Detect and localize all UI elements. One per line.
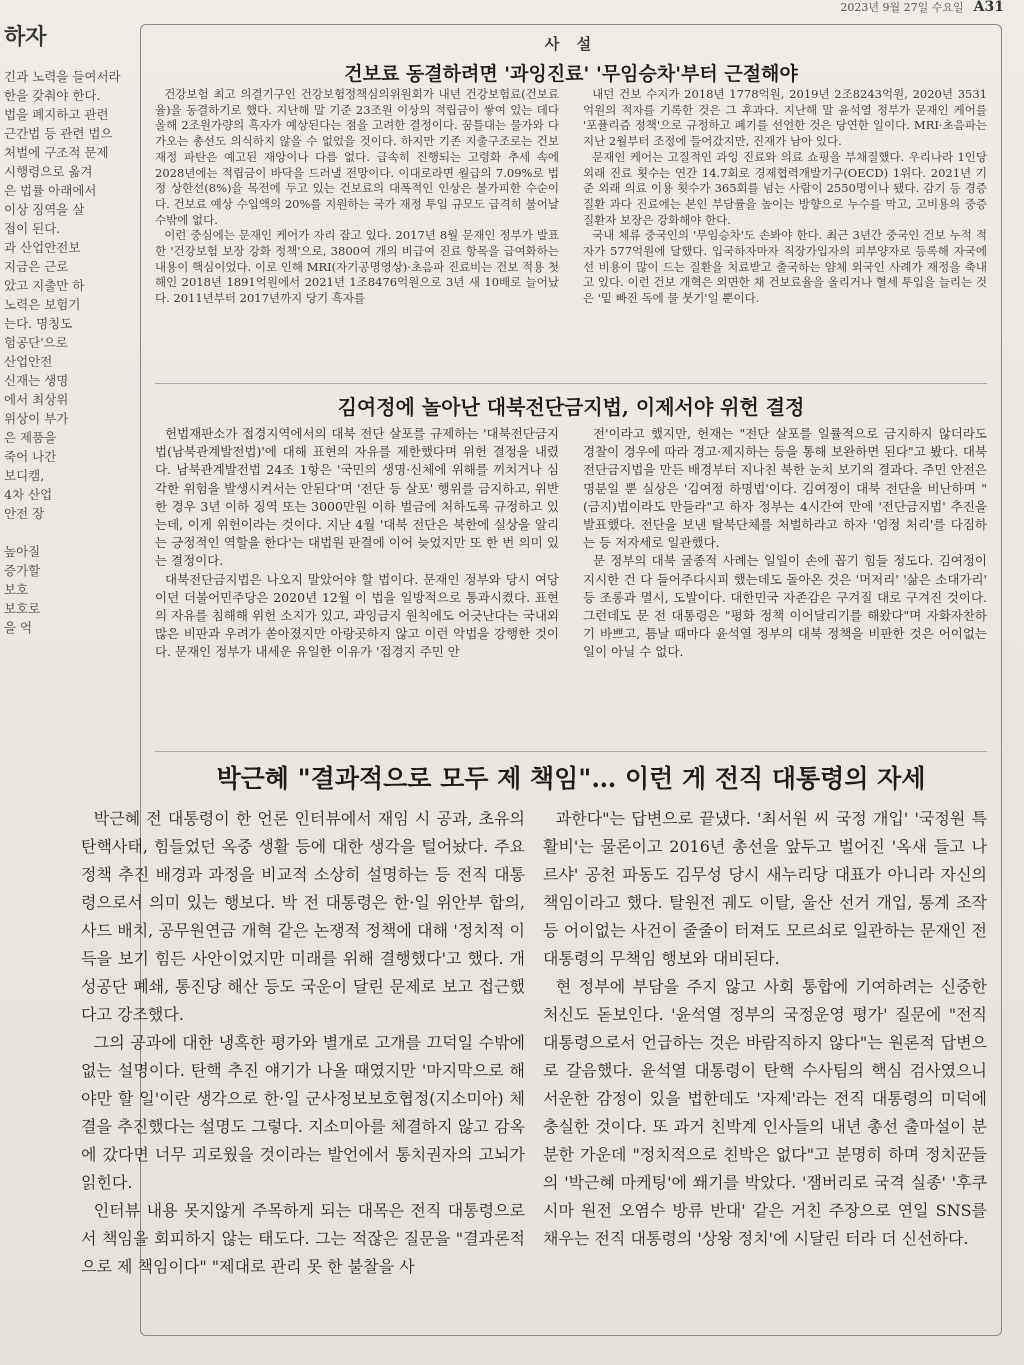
left-article-line: 시행령으로 옮겨 [4, 164, 93, 179]
editorial2-paragraph: 문 정부의 대북 굴종적 사례는 일일이 손에 꼽기 힘들 정도다. 김여정이 지시한 건 다 들어주다시피 했는데도 돌아온 것은 '머저리' '삶은 소대가리' 등 조롱과 멸시, 도발이다. 대한민국 자존감은 구겨질 대로 구겨진 것이다. 그런데도 문 전 대통령은 "평화 정책 이어달리기를 해왔다"며 자화자찬하기 바쁘고, 틈날 때마다 윤석열 정부의 대북 정책을 비판한 것은 어이없는 일이 아닐 수 없다. [583, 553, 987, 660]
left-article-line: 신재는 생명 [4, 373, 69, 388]
editorial1-paragraph: 내던 건보 수지가 2018년 1778억원, 2019년 2조8243억원, 2020년 3531억원의 적자를 기록한 것은 그 후과다. 지난해 말 윤석열 정부가 문재인 케어를 '포퓰리즘 정책'으로 규정하고 폐기를 선언한 것은 당연한 일이다. MRI·초음파는 지난 2월부터 조정에 들어갔지만, 진재가 남아 있다. [583, 87, 987, 149]
left-article-line: 법을 폐지하고 관련 [4, 107, 109, 122]
editorial2-title: 김여정에 놀아난 대북전단금지법, 이제서야 위헌 결정 [337, 395, 805, 419]
editorial3-paragraph: 그의 공과에 대한 냉혹한 평가와 별개로 고개를 끄덕일 수밖에 없는 설명이다. 탄핵 추진 얘기가 나올 때였지만 '마지막으로 해야만 할 일'이란 생각으로 한·일 군사정보보호협정(지소미아) 체결을 추진했다는 설명도 그렇다. 지소미아를 체결하지 않고 감옥에 갔다면 너무 괴로웠을 것이라는 발언에서 통치권자의 고뇌가 읽힌다. [81, 1033, 525, 1192]
left-article-line: 는다. 명칭도 [4, 316, 73, 331]
left-article-line: 접이 된다. [4, 221, 61, 236]
left-article-line: 보호로 [4, 601, 41, 616]
editorial2-paragraph: 헌법재판소가 접경지역에서의 대북 전단 살포를 규제하는 '대북전단금지법(남북관계발전법)'에 대해 표현의 자유를 제한했다며 위헌 결정을 내렸다. 남북관계발전법 24조 1항은 '국민의 생명·신체에 위해를 끼치거나 심각한 위험을 발생시켜서는 안된다'며 '전단 등 살포' 행위를 금지하고, 위반한 경우 3년 이하 징역 또는 3000만원 이하 벌금에 처하도록 규정하고 있는데, 이게 위헌이라는 것이다. 지난 4월 '대북 전단은 북한에 실상을 알리는 긍정적인 역할을 한다'는 대법원 판결에 이어 늦었지만 또 한 번 의미 있는 결정이다. [155, 426, 559, 569]
left-article-line: 았고 지출만 하 [4, 278, 85, 293]
editorial2-paragraph: 대북전단금지법은 나오지 말았어야 할 법이다. 문재인 정부와 당시 여당이던 더불어민주당은 2020년 12월 이 법을 일방적으로 통과시켰다. 표현의 자유를 침해해 위헌 소지가 있고, 과잉금지 원칙에도 어긋난다는 국내외 많은 비판과 우려가 쏟아졌지만 아랑곳하지 않고 이런 악법을 강행한 것이다. 문재인 정부가 내세운 유일한 이유가 '접경지 주민 안 [155, 571, 559, 660]
editorial2-col2 [583, 425, 987, 747]
left-article-line: 험공단'으로 [4, 335, 68, 350]
left-article-line: 4차 산업 [4, 487, 53, 502]
editorial3-col2 [543, 805, 987, 1327]
editorial1-paragraph: 국내 체류 중국인의 '무임승차'도 손봐야 한다. 최근 3년간 중국인 건보 누적 적자가 577억원에 달했다. 입국하자마자 직장가입자의 피부양자로 등록해 자국에선 비용이 많이 드는 질환을 치료받고 출국하는 얌체 외국인 사례가 재정을 축내고 있다. 이런 건보 개혁은 외면한 채 건보료율을 올리거나 혈세 투입을 늘리는 것은 '밑 빠진 독에 물 붓기'일 뿐이다. [583, 228, 987, 306]
left-article-line: 한을 갖춰야 한다. [4, 88, 101, 103]
left-article-line: 이상 징역을 살 [4, 202, 85, 217]
editorial3-paragraph: 현 정부에 부담을 주지 않고 사회 통합에 기여하려는 신중한 처신도 돋보인다. '윤석열 정부의 국정운영 평가' 질문에 "전직 대통령으로서 언급하는 것은 바람직하지 않다"는 원론적 답변으로 갈음했다. 윤석열 대통령이 탄핵 수사팀의 핵심 검사였으니 서운한 감정이 있을 법한데도 '자제'라는 전직 대통령의 미덕에 충실한 것이다. 또 과거 친박계 인사들의 내년 총선 출마설이 분분한 가운데 "정치적으로 친박은 없다"고 분명히 하며 정치꾼들의 '박근혜 마케팅'에 쐐기를 박았다. '잼버리로 국격 실종' '후쿠시마 원전 오염수 방류 반대' 같은 거친 주장으로 연일 SNS를 채우는 전직 대통령의 '상왕 정치'에 시달린 터라 더 신선하다. [543, 977, 987, 1248]
left-article-line: 은 법률 아래에서 [4, 183, 97, 198]
editorial1-paragraph: 문재인 케어는 고질적인 과잉 진료와 의료 쇼핑을 부채질했다. 우리나라 1인당 외래 진료 횟수는 연간 14.7회로 경제협력개발기구(OECD) 1위다. 2021년 기준 외래 의료 이용 횟수가 365회를 넘는 사람이 2550명이나 됐다. 감기 등 경증 질환 과다 진료에는 본인 부담률을 높이는 방향으로 누수를 막고, 고비용의 중증 질환자 보장은 강화해야 한다. [583, 149, 987, 227]
left-article-line: 증가할 [4, 563, 41, 578]
left-article-line: 안전 장 [4, 506, 45, 521]
divider [155, 751, 987, 752]
left-article-line: 과 산업안전보 [4, 240, 81, 255]
left-article-line: 죽어 나간 [4, 449, 57, 464]
editorial-box [81, 24, 1002, 1336]
left-article-line: 지금은 근로 [4, 259, 69, 274]
divider [155, 383, 987, 384]
editorial3-paragraph: 박근혜 전 대통령이 한 언론 인터뷰에서 재임 시 공과, 초유의 탄핵사태, 힘들었던 옥중 생활 등에 대한 생각을 털어놨다. 주요 정책 추진 배경과 과정을 비교적 소상히 설명하는 등 전직 대통령으로서 의미 있는 행보다. 박 전 대통령은 한·일 위안부 합의, 사드 배치, 공무원연금 개혁 같은 논쟁적 정책에 대해 '정치적 이득을 보기 힘든 사안이었지만 미래를 위해 결행했다'고 했다. 개성공단 폐쇄, 통진당 해산 등도 국운이 달린 문제로 보고 접근했다고 강조했다. [81, 809, 525, 1024]
editorial1-col2 [583, 87, 987, 379]
editorial3-body [81, 805, 987, 1327]
left-article-line: 보호 [4, 582, 29, 597]
page-header [600, 0, 1004, 14]
editorial2-paragraph: 전'이라고 했지만, 헌재는 "전단 살포를 일률적으로 금지하지 않더라도 경찰이 경우에 따라 경고·제지하는 등을 통해 보완하면 된다"고 봤다. 대북전단금지법을 만든 배경부터 지나친 북한 눈치 보기의 결과다. 주민 안전은 명분일 뿐 실상은 '김여정 하명법'이다. 김여정이 대북 전단을 비난하며 "(금지)법이라도 만들라"고 하자 정부는 4시간여 만에 '전단금지법' 추진을 발표했다. 전단을 보낸 탈북단체를 처벌하라고 하자 '엄정 처리'를 다짐하는 등 저자세로 일관했다. [583, 426, 987, 551]
editorial3-title: 박근혜 "결과적으로 모두 제 책임"… 이런 게 전직 대통령의 자세 [216, 764, 926, 793]
page-number: A31 [973, 0, 1004, 15]
left-article-line: 높아질 [4, 544, 41, 559]
editorial1-paragraph: 건강보험 최고 의결기구인 건강보험정책심의위원회가 내년 건강보험료(건보료율)을 동결하기로 했다. 지난해 말 기준 23조원 이상의 적립금이 쌓여 있는 데다 올해 2조원가량의 흑자가 예상된다는 점을 고려한 결정이다. 꿈틀대는 물가와 다가오는 총선도 의식하지 않을 수 없었을 것이다. 하지만 기존 지출구조로는 건보 재정 파탄은 예고된 재앙이나 다름 없다. 급속히 진행되는 고령화 추세 속에 2028년에는 적립금이 바닥을 드러낼 전망이다. 이대로라면 월급의 7.09%로 법정 상한선(8%)을 목전에 두고 있는 건보료의 대폭적인 인상은 불가피한 수순이다. 건보료 예상 수입액의 20%를 지원하는 국가 재정 투입 규모도 급격히 불어날 수밖에 없다. [155, 87, 559, 227]
left-article-heading: 하자 [4, 24, 47, 50]
left-article-line: 보디캠, [4, 468, 45, 483]
editorial2-body [155, 425, 987, 747]
editorial3-paragraph: 인터뷰 내용 못지않게 주목하게 되는 대목은 전직 대통령으로서 책임을 회피하지 않는 태도다. 그는 적잖은 질문을 "결과론적으로 제 책임이다" "제대로 관리 못 한 불찰을 사 [81, 1201, 525, 1276]
left-article-body [0, 67, 128, 637]
left-article-line: 은 제품을 [4, 430, 57, 445]
editorial2-col1 [155, 425, 559, 747]
header-date: 2023년 9월 27일 수요일 [840, 1, 964, 14]
section-tag: 사 설 [544, 35, 598, 53]
left-article-line: 근간법 등 관련 법으 [4, 126, 113, 141]
left-article-line: 처벌에 구조적 문제 [4, 145, 109, 160]
editorial1-body [155, 87, 987, 379]
left-article-line: 노력은 보험기 [4, 297, 81, 312]
left-article-line: 위상이 부가 [4, 411, 69, 426]
left-article-line: 산업안전 [4, 354, 53, 369]
editorial1-col1 [155, 87, 559, 379]
editorial1-title: 건보료 동결하려면 '과잉진료' '무임승차'부터 근절해야 [344, 63, 798, 85]
left-article-line: 긴과 노력을 들여서라 [4, 69, 121, 84]
left-article-line [4, 523, 128, 542]
editorial3-col1 [81, 805, 525, 1327]
left-article-line: 에서 최상위 [4, 392, 69, 407]
left-article-line: 을 억 [4, 620, 33, 635]
editorial1-paragraph: 이런 중심에는 문재인 케어가 자리 잡고 있다. 2017년 8월 문재인 정부가 발표한 '건강보험 보장 강화 정책'으로, 3800여 개의 비급여 진료 항목을 급여화하는 내용이 핵심이었다. 이로 인해 MRI(자기공명영상)·초음파 진료비는 건보 적용 첫해인 2018년 1891억원에서 2021년 1조8476억원으로 3년 새 10배로 늘어났다. 2011년부터 2017년까지 당기 흑자를 [155, 228, 559, 306]
editorial3-paragraph: 과한다"는 답변으로 끝냈다. '최서원 씨 국정 개입' '국정원 특활비'는 물론이고 2016년 총선을 앞두고 벌어진 '옥새 들고 나르샤' 공천 파동도 김무성 당시 새누리당 대표가 아니라 자신의 책임이라고 했다. 탈원전 궤도 이탈, 울산 선거 개입, 통계 조작 등 어이없는 사건이 줄줄이 터져도 모르쇠로 일관하는 문재인 전 대통령의 무책임 행보와 대비된다. [543, 809, 987, 968]
